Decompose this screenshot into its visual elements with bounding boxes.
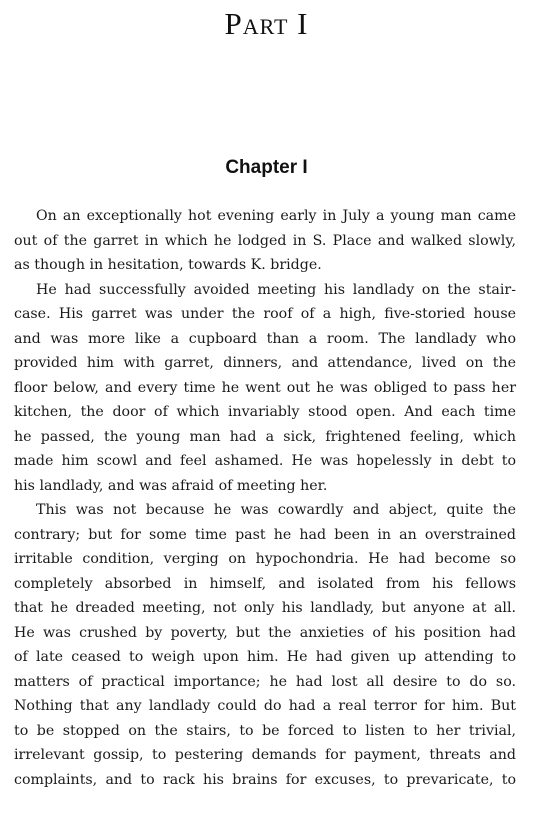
text-line: He was crushed by poverty, but the anxieties of his position had — [14, 624, 516, 641]
text-line: contrary; but for some time past he had been in an overstrained — [14, 526, 516, 543]
text-line: case. His garret was under the roof of a high, five-storied house — [14, 306, 516, 322]
text-line: to be stopped on the stairs, to be forced to listen to her trivial, — [14, 722, 516, 739]
text-line: kitchen, the door of which invariably stood open. And each time — [14, 404, 516, 420]
text-line: that he dreaded meeting, not only his landlady, but anyone at all. — [14, 600, 516, 616]
text-line: he passed, the young man had a sick, frightened feeling, which — [14, 428, 516, 445]
chapter-body-text — [14, 204, 516, 792]
text-line: complaints, and to rack his brains for excuses, to prevaricate, to — [14, 771, 516, 788]
text-line: floor below, and every time he went out he was obliged to pass her — [14, 379, 516, 396]
text-line: irrelevant gossip, to pestering demands for payment, threats and — [14, 747, 516, 763]
part-title: Part I — [224, 6, 309, 41]
text-line: his landlady, and was afraid of meeting her. — [14, 477, 328, 494]
text-line: This was not because he was cowardly and abject, quite the — [36, 502, 516, 518]
text-line: of late ceased to weigh upon him. He had given up attending to — [14, 649, 516, 665]
text-line: completely absorbed in himself, and isolated from his fellows — [14, 575, 516, 592]
text-line: irritable condition, verging on hypochondria. He had become so — [14, 551, 516, 567]
text-line: out of the garret in which he lodged in S. Place and walked slowly, — [14, 232, 516, 249]
chapter-title: Chapter I — [225, 157, 308, 178]
text-line: On an exceptionally hot evening early in July a young man came — [36, 208, 516, 224]
text-line: as though in hesitation, towards K. bridge. — [14, 257, 322, 273]
text-line: Nothing that any landlady could do had a real terror for him. But — [14, 698, 516, 714]
text-line: matters of practical importance; he had lost all desire to do so. — [14, 673, 516, 690]
text-line: He had successfully avoided meeting his landlady on the stair- — [36, 281, 516, 298]
text-line: made him scowl and feel ashamed. He was hopelessly in debt to — [14, 453, 516, 469]
text-line: provided him with garret, dinners, and attendance, lived on the — [14, 355, 516, 371]
text-line: and was more like a cupboard than a room. The landlady who — [14, 330, 516, 347]
